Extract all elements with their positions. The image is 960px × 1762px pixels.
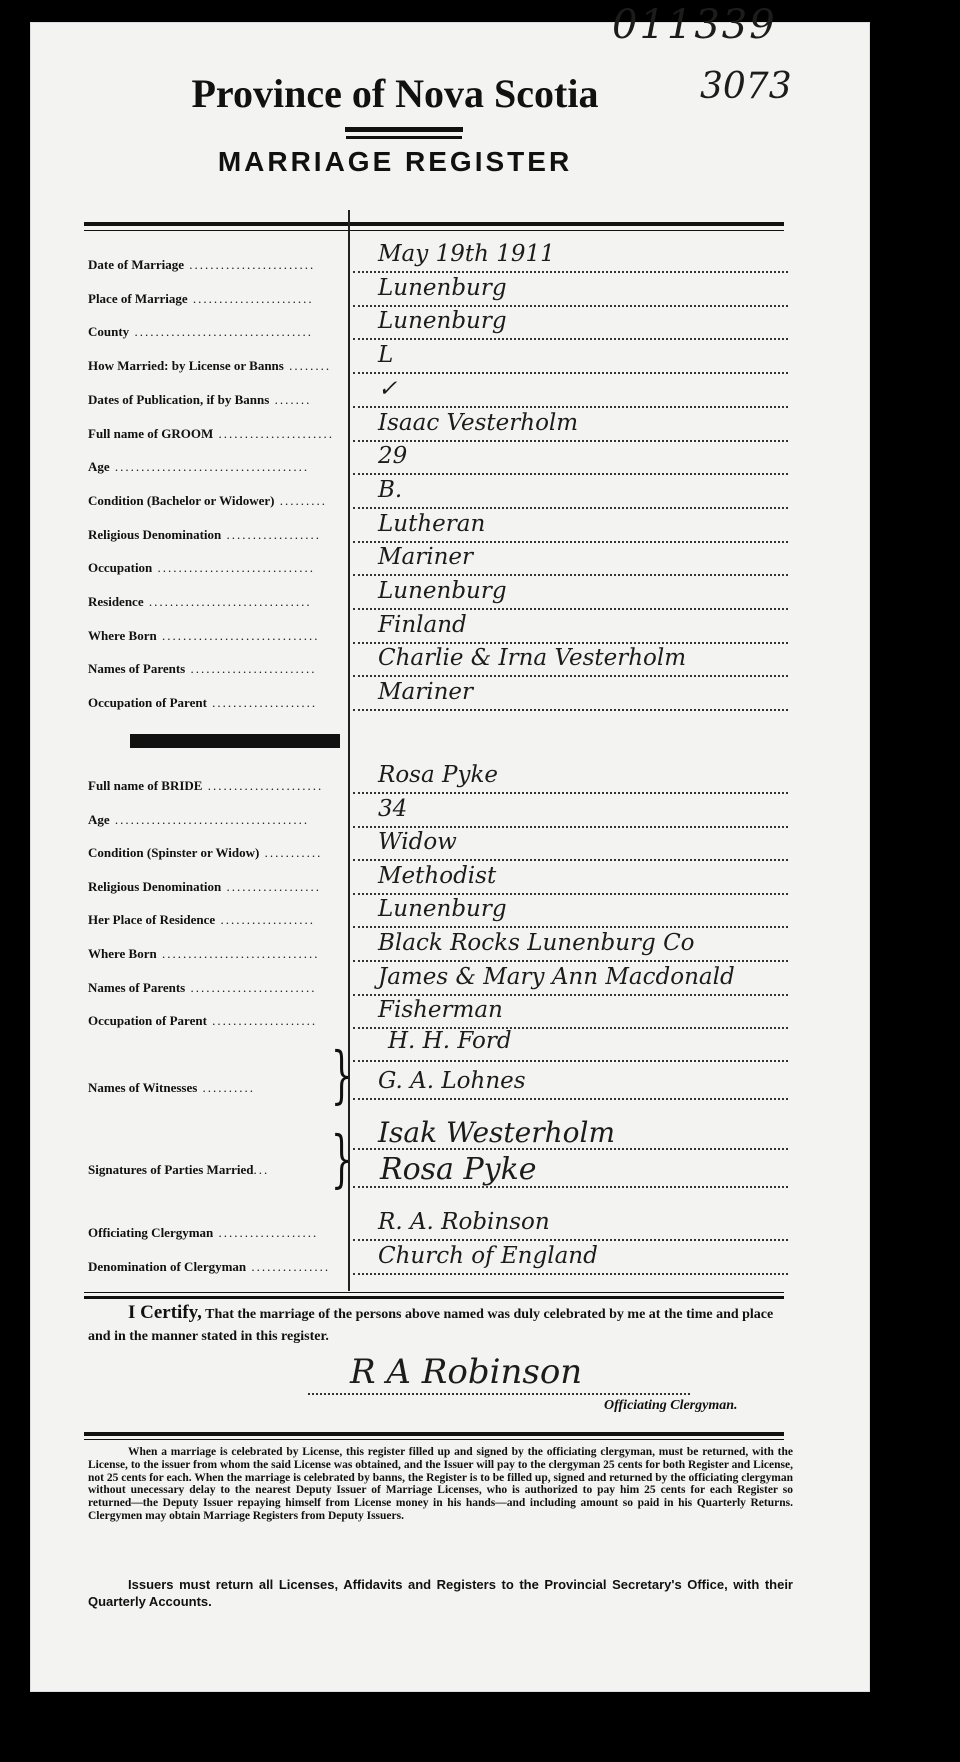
field-label: Age ..................................... (88, 459, 310, 475)
field-value: Widow (378, 829, 457, 856)
signature-line (308, 1393, 690, 1395)
certify-body: That the marriage of the persons above named was duly celebrated by me at the time and place and in the manner stated in this register. (88, 1307, 774, 1344)
witness-1: H. H. Ford (388, 1028, 512, 1054)
field-value: B. (378, 476, 403, 503)
record-number: 011339 (612, 2, 777, 48)
field-label: How Married: by License or Banns ........ (88, 358, 332, 374)
field-label: Place of Marriage ....................... (88, 290, 314, 306)
witnesses-label: Names of Witnesses .......... (88, 1080, 256, 1095)
groom-field-row (88, 679, 788, 719)
field-value: Lunenburg (378, 274, 507, 301)
field-value: L (378, 342, 394, 369)
field-label: Denomination of Clergyman ............... (88, 1258, 331, 1274)
groom-field-row (88, 443, 788, 483)
officiating-clergyman-caption: Officiating Clergyman. (604, 1398, 738, 1413)
field-value: R. A. Robinson (378, 1209, 550, 1235)
notice-rule (84, 1432, 784, 1436)
mid-rule-thin (84, 1292, 784, 1293)
instructions-notice: When a marriage is celebrated by License, this register filled up and signed by the officiating clergyman, must be returned, with the License, to the issuer from whom the said License was obtained, and the Issuer will pay to the clergyman 25 cents for both Register and License, not 25 cents for each. When the marriage is celebrated by banns, the Register is to be filled up, signed and returned by the officiating clergyman without unecessary delay to the nearest Deputy Issuer of Marriage Licenses, who is authorized to pay him 25 cents for each Register so returned—the Deputy Issuer repaying himself from License money in his hands—and including amount so paid in his Quarterly Returns. Clergymen may obtain Marriage Registers from Deputy Issuers. (88, 1446, 793, 1522)
field-label: Dates of Publication, if by Banns ....... (88, 391, 312, 407)
field-value: May 19th 1911 (378, 241, 555, 267)
field-label: Names of Parents ........................ (88, 661, 317, 677)
signatures-label: Signatures of Parties Married... (88, 1162, 270, 1177)
notice-rule-thin (84, 1439, 784, 1440)
certify-lead: I Certify, (128, 1302, 202, 1323)
page-title: Province of Nova Scotia (191, 71, 599, 116)
field-value: Isaac Vesterholm (378, 409, 579, 436)
groom-field-row (88, 342, 788, 382)
signatures-brace: } (330, 1122, 353, 1195)
field-value: Charlie & Irna Vesterholm (378, 645, 687, 672)
mid-rule (84, 1296, 784, 1299)
field-label: Condition (Bachelor or Widower) ......... (88, 492, 327, 508)
field-value: Black Rocks Lunenburg Co (378, 930, 695, 956)
field-value: Lunenburg (378, 578, 507, 604)
certificate-text (88, 1302, 793, 1348)
field-label: Full name of BRIDE ...................... (88, 778, 324, 793)
field-label: Occupation of Parent .................... (88, 695, 318, 711)
field-label: Names of Parents ........................ (88, 979, 317, 995)
field-label: Her Place of Residence .................. (88, 912, 315, 928)
signatures-row (88, 1116, 788, 1187)
field-value: ✓ (378, 375, 398, 402)
top-rule-thin (84, 230, 784, 231)
field-label: Where Born .............................. (88, 627, 320, 643)
top-rule (84, 222, 784, 226)
field-label: Condition (Spinster or Widow) ........... (88, 845, 323, 861)
field-value: Rosa Pyke (378, 762, 499, 788)
clergy-field-row (88, 1242, 788, 1283)
field-label: Officiating Clergyman ................... (88, 1225, 319, 1240)
clergy-signature: R A Robinson (350, 1352, 583, 1392)
field-label: Religious Denomination .................. (88, 878, 322, 894)
field-value: James & Mary Ann Macdonald (378, 963, 735, 990)
field-value: Mariner (378, 679, 474, 706)
field-label: Residence ............................... (88, 594, 312, 609)
field-value: 29 (378, 443, 408, 470)
field-label: Where Born .............................. (88, 946, 320, 961)
witnesses-row (88, 1028, 788, 1102)
field-value: Church of England (378, 1242, 598, 1269)
field-label: Occupation of Parent .................... (88, 1013, 318, 1029)
bride-signature: Rosa Pyke (380, 1152, 537, 1187)
side-number: 3073 (700, 66, 792, 107)
bride-field-row (88, 762, 788, 802)
witnesses-brace: } (330, 1038, 353, 1111)
groom-signature: Isak Westerholm (378, 1116, 616, 1149)
field-value: Fisherman (378, 997, 503, 1024)
field-value: Mariner (378, 544, 474, 571)
field-value: Finland (378, 611, 467, 638)
field-value: Methodist (378, 862, 497, 889)
witness-2: G. A. Lohnes (378, 1068, 526, 1094)
field-label: Religious Denomination .................. (88, 526, 322, 542)
title-rule (345, 127, 463, 132)
groom-field-row (88, 308, 788, 348)
field-label: Full name of GROOM ...................... (88, 425, 335, 441)
field-label: Occupation .............................. (88, 560, 316, 576)
field-label: Age ..................................... (88, 811, 310, 827)
page-subtitle: MARRIAGE REGISTER (217, 146, 573, 177)
field-label: Date of Marriage ........................ (88, 257, 316, 272)
field-value: Lunenburg (378, 896, 507, 923)
field-value: Lunenburg (378, 308, 507, 335)
bride-section-bar (130, 734, 340, 748)
field-value: 34 (378, 795, 408, 822)
groom-field-row (88, 409, 788, 450)
field-value: Lutheran (378, 510, 486, 537)
issuers-notice: Issuers must return all Licenses, Affidavits and Registers to the Provincial Secretary's Office, with their Quarterly Accounts. (88, 1577, 793, 1609)
field-label: County .................................. (88, 324, 313, 340)
